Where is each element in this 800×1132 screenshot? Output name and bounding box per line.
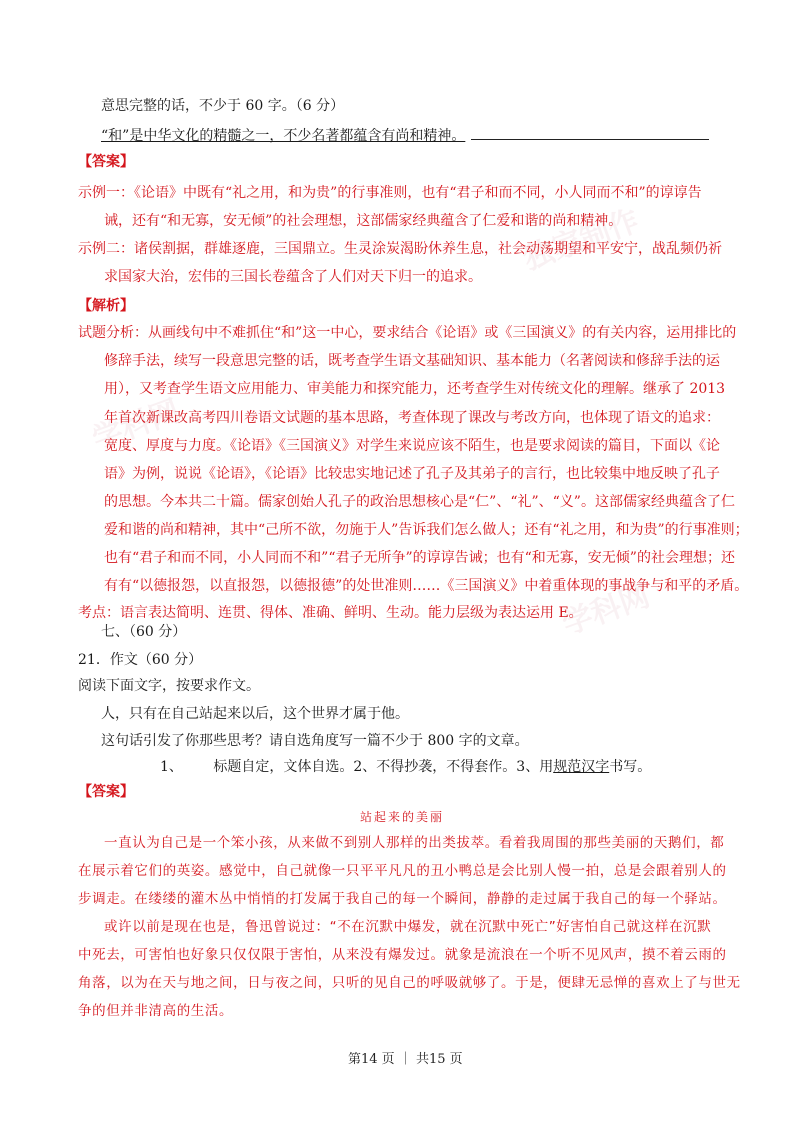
question-21-quote: 人，只有在自己站起来以后，这个世界才属于他。	[101, 706, 409, 722]
analysis-line: 宽度、厚度与力度。《论语》《三国演义》对学生来说应该不陌生，也是要求阅读的篇目，下面以《论	[104, 438, 720, 454]
question-intro-line: 意思完整的话，不少于 60 字。（6 分）	[101, 98, 345, 114]
kaodian-line: 考点：语言表达简明、连贯、得体、准确、鲜明、生动。能力层级为表达运用 E。	[78, 605, 583, 621]
answer-label-2: 【答案】	[78, 784, 134, 800]
watermark: 学科网	[557, 578, 655, 643]
requirement-underlined: 规范汉字	[553, 759, 610, 775]
essay-line: 一直认为自己是一个笨小孩，从来做不到别人那样的出类拔萃。看着我周围的那些美丽的天鹅们，都	[104, 835, 725, 851]
analysis-line: 的思想。今本共二十篇。儒家创始人孔子的政治思想核心是“仁”、“礼”、“义”。这部儒家经典蕴含了仁	[104, 494, 735, 510]
question-21-task: 这句话引发了你那些思考？请自选角度写一篇不少于 800 字的文章。	[101, 733, 529, 749]
question-21-instruction: 阅读下面文字，按要求作文。	[78, 678, 260, 694]
watermark: 学科网	[87, 393, 185, 458]
analysis-line: 也有“君子和而不同，小人同而不和”“君子无所争”的谆谆告诫；也有“和无寡，安无倾”的社会理想；还	[104, 550, 735, 566]
analysis-label: 【解析】	[78, 298, 134, 314]
analysis-line: 用），又考查学生语文应用能力、审美能力和探究能力，还考查学生对传统文化的理解。继承了 2013	[104, 381, 726, 397]
requirement-end: 书写。	[609, 759, 652, 775]
answer-blank-line	[471, 125, 709, 140]
answer-example2-line2: 求国家大治，宏伟的三国长卷蕴含了人们对天下归一的追求。	[104, 269, 482, 285]
question-prompt-line	[101, 125, 709, 146]
prompt-sentence: “和”是中华文化的精髓之一，不少名著都蕴含有尚和精神。	[101, 128, 466, 144]
analysis-line: 试题分析：从画线句中不难抓住“和”这一中心，要求结合《论语》或《三国演义》的有关内容，运用排比的	[78, 325, 737, 341]
analysis-line: 有有“以德报怨，以直报怨，以德报德”的处世准则……《三国演义》中着重体现的事战争与和平的矛盾。	[104, 578, 749, 594]
question-21-title: 21．作文（60 分）	[78, 652, 203, 668]
essay-title: 站起来的美丽	[360, 810, 445, 824]
analysis-line: 语》为例，说说《论语》，《论语》比较忠实地记述了孔子及其弟子的言行，也比较集中地反映了孔子	[104, 466, 720, 482]
essay-line: 或许以前是现在也是，鲁迅曾说过：“不在沉默中爆发，就在沉默中死亡”好害怕自己就这样在沉默	[104, 919, 712, 935]
answer-example1-line1: 示例一：《论语》中既有“礼之用，和为贵”的行事准则，也有“君子和而不同，小人同而不和”的谆谆告	[78, 185, 702, 201]
section-heading: 七、（60 分）	[101, 624, 187, 640]
essay-line: 争的但并非清高的生活。	[78, 1003, 234, 1019]
essay-line: 角落，以为在天与地之间，日与夜之间，只听的见自己的呼吸就够了。于是，便肆无忌惮的喜欢上了与世无	[78, 975, 741, 991]
answer-example1-line2: 诫，还有“和无寡，安无倾”的社会理想，这部儒家经典蕴含了仁爱和谐的尚和精神。	[104, 213, 623, 229]
page-footer: 第14 页 ｜ 共15 页	[348, 1052, 463, 1067]
question-21-requirements	[160, 757, 651, 777]
analysis-line: 年首次新课改高考四川卷语文试题的基本思路，考查体现了课改与考改方向，也体现了语文的追求：	[104, 410, 720, 426]
answer-example2-line1: 示例二：诸侯割据，群雄逐鹿，三国鼎立。生灵涂炭渴盼休养生息，社会动荡期望和平安宁，战乱频仍祈	[78, 241, 722, 257]
requirement-number: 1、	[160, 759, 183, 775]
analysis-line: 修辞手法，续写一段意思完整的话，既考查学生语文基础知识、基本能力（名著阅读和修辞手法的运	[104, 353, 720, 369]
analysis-line: 爱和谐的尚和精神，其中“己所不欲，勿施于人”告诉我们怎么做人；还有“礼之用，和为贵”的行事准则；	[104, 522, 749, 538]
requirement-text: 标题自定，文体自选。2、不得抄袭，不得套作。3、用	[213, 759, 554, 775]
essay-line: 中死去，可害怕也好象只仅仅限于害怕，从来没有爆发过。就象是流浪在一个听不见风声，摸不着云雨的	[78, 947, 727, 963]
watermark: 独家制作	[518, 203, 644, 278]
essay-line: 步调走。在缕缕的灌木丛中悄悄的打发属于我自己的每一个瞬间，静静的走过属于我自己的每一个驿站。	[78, 891, 727, 907]
essay-line: 在展示着它们的英姿。感觉中，自己就像一只平平凡凡的丑小鸭总是会比别人慢一拍，总是会跟着别人的	[78, 863, 727, 879]
answer-label: 【答案】	[78, 154, 134, 170]
